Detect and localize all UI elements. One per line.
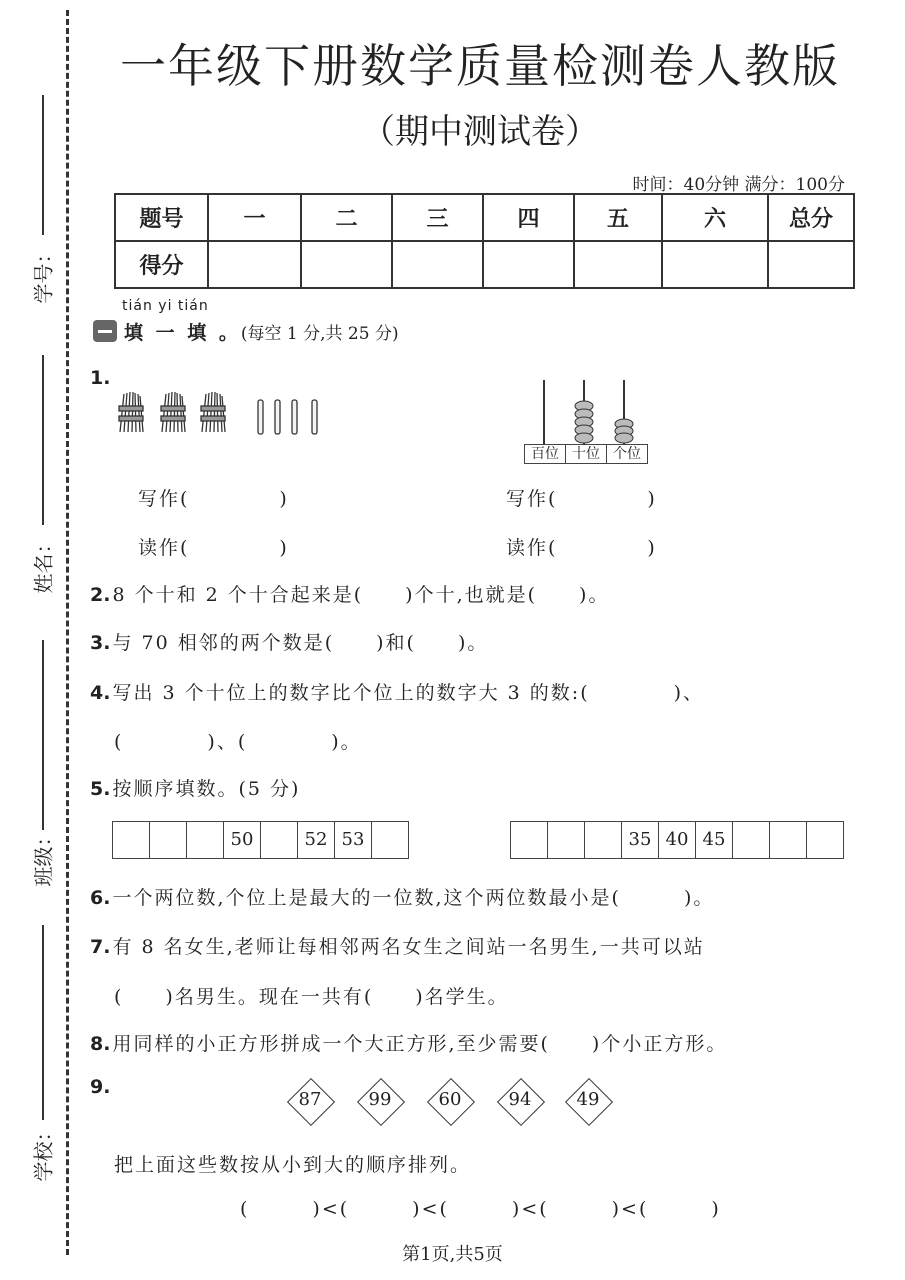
school-line[interactable]: [42, 925, 44, 1120]
sequence-cell[interactable]: [548, 822, 585, 858]
diamond-number: [284, 1075, 334, 1125]
name-line[interactable]: [42, 355, 44, 525]
question-4-line-2: ( )、( )。: [114, 731, 362, 753]
student-number-field: [14, 95, 54, 305]
school-field: [14, 925, 56, 1182]
number-sequence-a: [112, 821, 409, 859]
diamond-number: [494, 1075, 544, 1125]
question-number: 8.: [90, 1033, 111, 1055]
class-field: [14, 640, 56, 887]
paren-close: ): [279, 537, 289, 559]
section-one-badge-icon: [93, 320, 117, 342]
section-heading: [124, 318, 399, 345]
question-2: [90, 580, 609, 607]
sequence-cell[interactable]: [770, 822, 807, 858]
question-9: [90, 1076, 112, 1098]
score-cell[interactable]: [208, 241, 301, 288]
bundles-and-sticks-icon: [110, 388, 330, 438]
read-as-label: 读作(: [138, 537, 190, 559]
question-7-line-2: ( )名男生。现在一共有( )名学生。: [114, 986, 509, 1008]
score-cell[interactable]: [574, 241, 662, 288]
question-text: 用同样的小正方形拼成一个大正方形,至少需要( )个小正方形。: [112, 1033, 728, 1055]
sequence-cell[interactable]: [733, 822, 770, 858]
question-text: 8 个十和 2 个十合起来是( )个十,也就是( )。: [112, 584, 610, 606]
sequence-cell: 40: [659, 822, 696, 858]
diamond-number: [424, 1075, 474, 1125]
sequence-cell[interactable]: [807, 822, 843, 858]
question-7: [90, 932, 705, 959]
question-text: 一个两位数,个位上是最大的一位数,这个两位数最小是( )。: [112, 887, 715, 909]
diamond-number: [562, 1075, 612, 1125]
question-6: [90, 883, 714, 910]
section-heading-text: 填 一 填 。: [124, 322, 241, 344]
page-title: 一年级下册数学质量检测卷人教版: [120, 39, 840, 93]
score-header-cell: 总分: [768, 194, 854, 241]
class-label: 班级：: [31, 826, 56, 887]
q1-left-read[interactable]: [138, 533, 289, 560]
question-number: 4.: [90, 682, 111, 704]
score-header-cell: 二: [301, 194, 392, 241]
read-as-label: 读作(: [506, 537, 558, 559]
score-header-cell: 题号: [115, 194, 208, 241]
question-number: 2.: [90, 584, 111, 606]
sequence-cell: 52: [298, 822, 335, 858]
score-row-label: 得分: [115, 241, 208, 288]
sequence-cell: 50: [224, 822, 261, 858]
question-number: 7.: [90, 936, 111, 958]
sequence-cell: 45: [696, 822, 733, 858]
sequence-cell: 35: [622, 822, 659, 858]
score-cell[interactable]: [301, 241, 392, 288]
abacus-icon: [524, 378, 646, 444]
paren-close: ): [647, 537, 657, 559]
score-cell[interactable]: [768, 241, 854, 288]
question-text: 有 8 名女生,老师让每相邻两名女生之间站一名男生,一共可以站: [112, 936, 705, 958]
score-table: [114, 193, 855, 289]
diamond-number: [354, 1075, 404, 1125]
question-number: 9.: [90, 1076, 111, 1098]
class-line[interactable]: [42, 640, 44, 830]
score-header-cell: 六: [662, 194, 768, 241]
q1-right-read[interactable]: [506, 533, 657, 560]
sequence-cell[interactable]: [150, 822, 187, 858]
diamond-value: 49: [576, 1089, 600, 1110]
question-number: 3.: [90, 632, 111, 654]
score-header-cell: 五: [574, 194, 662, 241]
question-4: [90, 678, 704, 705]
abacus-place-labels: [524, 444, 648, 464]
diamond-value: 94: [508, 1089, 532, 1110]
question-8: [90, 1029, 727, 1056]
section-heading-note: (每空 1 分,共 25 分): [240, 324, 399, 344]
diamond-value: 99: [368, 1089, 392, 1110]
page-subtitle: （期中测试卷）: [361, 112, 599, 152]
binding-dashed-line: [66, 10, 69, 1255]
diamond-value: 60: [438, 1089, 462, 1110]
q1-right-write[interactable]: [506, 484, 657, 511]
score-cell[interactable]: [662, 241, 768, 288]
sequence-cell[interactable]: [511, 822, 548, 858]
name-field: [14, 355, 54, 595]
sequence-cell[interactable]: [187, 822, 224, 858]
question-9-instruction: 把上面这些数按从小到大的顺序排列。: [114, 1154, 472, 1176]
score-table-header-row: [115, 194, 854, 241]
score-table-score-row: [115, 241, 854, 288]
number-sequence-b: [510, 821, 844, 859]
score-cell[interactable]: [483, 241, 574, 288]
sequence-cell: 53: [335, 822, 372, 858]
sequence-cell[interactable]: [372, 822, 408, 858]
abacus-label-tens: 十位: [566, 445, 607, 463]
student-number-label: 学号：: [31, 243, 56, 304]
q1-left-write[interactable]: [138, 484, 289, 511]
abacus-label-ones: 个位: [613, 446, 641, 462]
question-3: [90, 628, 488, 655]
question-number: 6.: [90, 887, 111, 909]
student-number-line[interactable]: [42, 95, 44, 235]
question-number: 5.: [90, 778, 111, 800]
page-footer: 第1页,共5页: [402, 1244, 503, 1265]
school-label: 学校：: [31, 1121, 56, 1182]
name-label: 姓名：: [31, 533, 56, 594]
exam-meta: 时间：40分钟 满分：100分: [632, 175, 845, 195]
score-header-cell: 三: [392, 194, 483, 241]
write-as-label: 写作(: [506, 488, 558, 510]
paren-close: ): [647, 488, 657, 510]
question-text: 与 70 相邻的两个数是( )和( )。: [112, 632, 489, 654]
sequence-cell[interactable]: [261, 822, 298, 858]
abacus-label-hundreds: 百位: [525, 445, 566, 463]
sequence-cell[interactable]: [113, 822, 150, 858]
question-9-answer-line[interactable]: ( )<( )<( )<( )<( ): [240, 1198, 721, 1220]
write-as-label: 写作(: [138, 488, 190, 510]
question-text: 按顺序填数。(5 分): [112, 778, 301, 800]
section-pinyin: tián yi tián: [122, 298, 209, 314]
paren-close: ): [279, 488, 289, 510]
question-5: [90, 774, 300, 801]
sequence-cell[interactable]: [585, 822, 622, 858]
score-header-cell: 四: [483, 194, 574, 241]
question-1: [90, 367, 112, 389]
question-text: 写出 3 个十位上的数字比个位上的数字大 3 的数:( )、: [112, 682, 705, 704]
score-cell[interactable]: [392, 241, 483, 288]
question-number: 1.: [90, 367, 111, 389]
score-header-cell: 一: [208, 194, 301, 241]
diamond-value: 87: [298, 1089, 322, 1110]
